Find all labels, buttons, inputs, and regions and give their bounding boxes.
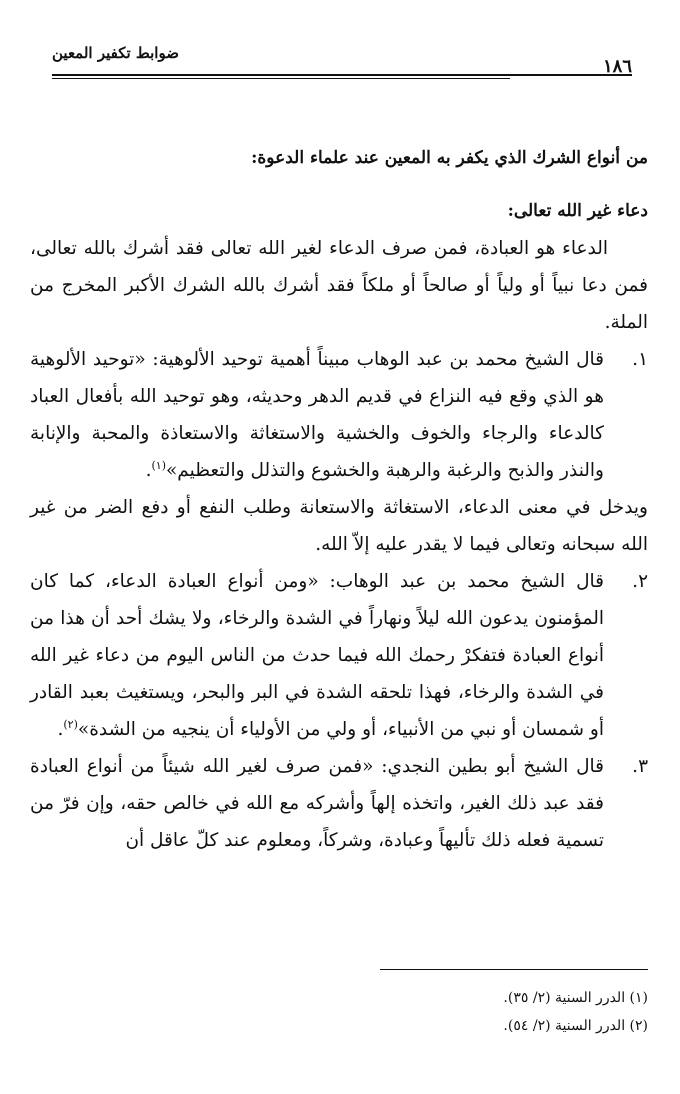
running-title: ضوابط تكفير المعين xyxy=(52,44,179,62)
item-trailing-punct: . xyxy=(57,719,64,740)
intro-paragraph: الدعاء هو العبادة، فمن صرف الدعاء لغير الله تعالى فقد أشرك بالله تعالى، فمن دعا نبياً أو ولياً أو صالحاً أو ملكاً فقد أشرك بالله الشرك الأكبر المخرج من الملة. xyxy=(30,238,648,333)
item-text: قال الشيخ محمد بن عبد الوهاب: «ومن أنواع العبادة الدعاء، كما كان المؤمنون يدعون الله ليلاً ونهاراً في الشدة والرخاء، ولا يشك أحد أن هذا من أنواع العبادة فتفكرْ رحمك الله فيما حدث من الناس اليوم من دعاء غير الله في الشدة والرخاء، فهذا تلحقه الشدة في البر والبحر، ويستغيث بعبد القادر أو شمسان أو نبي من الأنبياء، أو ولي من الأولياء أن ينجيه من الشدة» xyxy=(30,571,604,740)
list-item xyxy=(30,748,648,859)
item-trailing-punct: . xyxy=(145,460,152,481)
page-number: ١٨٦ xyxy=(602,56,632,77)
list-item xyxy=(30,489,648,563)
item-number: ١. xyxy=(632,349,648,370)
header-rule-thin xyxy=(52,78,510,79)
footnote: (٢) الدرر السنية (٢/ ٥٤). xyxy=(503,1018,648,1034)
page-content xyxy=(30,140,648,859)
footnotes xyxy=(30,984,648,1040)
subsection-heading: دعاء غير الله تعالى: xyxy=(507,201,648,221)
item-text: قال الشيخ أبو بطين النجدي: «فمن صرف لغير الله شيئاً من أنواع العبادة فقد عبد ذلك الغير، واتخذه إلهاً وأشركه مع الله في خالص حقه، وإن فرّ من تسمية فعله ذلك تأليهاً وعبادة، وشركاً، ومعلوم عند كلّ عاقل أن xyxy=(30,756,604,851)
footnote-rule xyxy=(380,969,648,970)
list-item xyxy=(30,563,648,748)
section-heading: من أنواع الشرك الذي يكفر به المعين عند علماء الدعوة: xyxy=(251,148,648,168)
page-header xyxy=(20,44,660,84)
footnote-ref[interactable]: (١) xyxy=(151,458,166,472)
item-number: ٣. xyxy=(632,756,648,777)
list-item xyxy=(30,341,648,489)
footnote: (١) الدرر السنية (٢/ ٣٥). xyxy=(503,990,648,1006)
header-rule xyxy=(52,74,632,76)
item-number: ٢. xyxy=(632,571,648,592)
numbered-list xyxy=(30,341,648,859)
item-text: ويدخل في معنى الدعاء، الاستغاثة والاستعانة وطلب النفع أو دفع الضر من غير الله سبحانه وتعالى فيما لا يقدر عليه إلاّ الله. xyxy=(30,497,648,555)
item-text: قال الشيخ محمد بن عبد الوهاب مبيناً أهمية توحيد الألوهية: «توحيد الألوهية هو الذي وقع فيه النزاع في قديم الدهر وحديثه، وهو توحيد الله بأفعال العباد كالدعاء والرجاء والخوف والخشية والاستغاثة والاستعاذة والمحبة والإنابة والنذر والذبح والرغبة والرهبة والخشوع والتذلل والتعظيم» xyxy=(30,349,604,481)
footnote-ref[interactable]: (٢) xyxy=(63,717,78,731)
